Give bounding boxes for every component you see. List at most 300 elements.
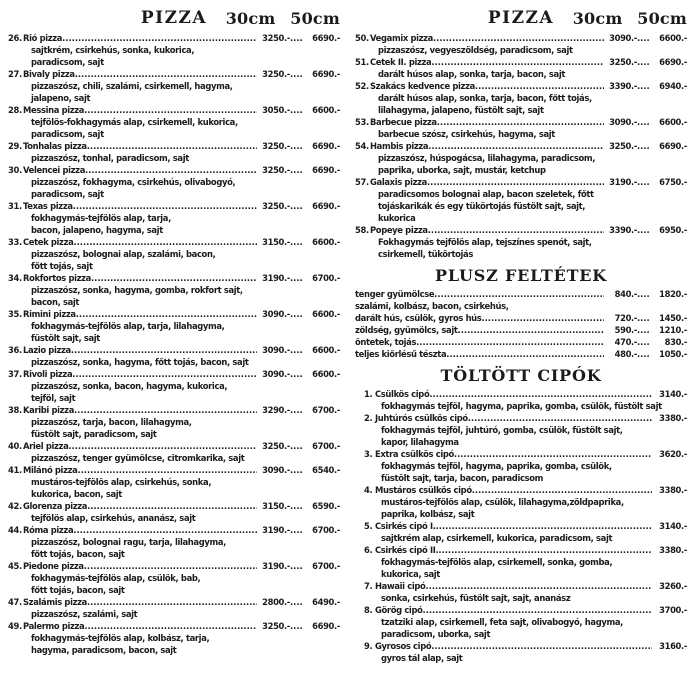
price-50cm: 6940.- xyxy=(659,81,687,91)
item-name: Palermo pizza xyxy=(23,621,85,631)
menu-item xyxy=(8,344,340,368)
dotted-leader xyxy=(75,68,257,80)
item-line xyxy=(355,56,687,68)
dotted-leader xyxy=(446,348,604,360)
menu-item xyxy=(8,272,340,308)
price-50cm: 1210.- xyxy=(659,325,687,335)
item-number: 36. xyxy=(8,345,22,355)
item-description: lilahagyma, jalapeno, füstölt sajt, sajt xyxy=(378,105,544,115)
dotted-leader xyxy=(290,104,303,116)
menu-item xyxy=(8,500,340,524)
item-line xyxy=(355,348,687,360)
price-50cm: 6950.- xyxy=(659,225,687,235)
price-50cm: 6690.- xyxy=(312,621,340,631)
item-line xyxy=(8,500,340,512)
item-description: fokhagymás-tejfölös alap, csirkemell, sonka, gomba, xyxy=(381,557,613,567)
item-description: Fokhagymás tejfölös alap, tejszínes spenót, sajt, xyxy=(378,237,592,247)
item-description: sonka, csirkehús, füstölt sajt, sajt, ananász xyxy=(381,593,571,603)
price-50cm: 6700.- xyxy=(312,273,340,283)
item-line xyxy=(355,288,687,300)
item-line xyxy=(8,272,340,284)
menu-item xyxy=(8,620,340,656)
item-name: Ariel pizza xyxy=(23,441,69,451)
size-columns xyxy=(573,9,687,29)
item-name: Gyrosos cipó xyxy=(375,641,432,651)
price-30cm: 3090.- xyxy=(262,465,290,475)
menu-item xyxy=(355,140,687,176)
price-50cm: 830.- xyxy=(664,337,687,347)
dotted-leader xyxy=(481,312,604,324)
item-number: 30. xyxy=(8,165,22,175)
item-line xyxy=(364,448,687,460)
dotted-leader xyxy=(475,80,604,92)
item-number: 33. xyxy=(8,237,22,247)
item-line xyxy=(8,464,340,476)
item-description: fokhagymás-tejfölös alap, tarja, lilahagyma, xyxy=(31,321,225,331)
item-description: fokhagymás-tejfölös alap, tarja, xyxy=(31,213,171,223)
item-number: 3. xyxy=(364,449,373,459)
item-description: paradicsom, uborka, sajt xyxy=(381,629,491,639)
item-number: 9. xyxy=(364,641,373,651)
price-30cm: 3090.- xyxy=(609,33,637,43)
item-description: pizzaszósz, sonka, bacon, hagyma, kukorica, xyxy=(31,381,228,391)
dotted-leader xyxy=(290,140,303,152)
item-name: Csirkés cipó II. xyxy=(375,545,439,555)
price-50cm: 6690.- xyxy=(312,33,340,43)
menu-item xyxy=(364,412,687,448)
pizza-list-right xyxy=(355,32,687,260)
item-line xyxy=(355,32,687,44)
price-50cm: 6600.- xyxy=(312,309,340,319)
item-description: sajtkrém alap, csirkemell, kukorica, paradicsom, sajt xyxy=(381,533,613,543)
menu-item xyxy=(355,224,687,260)
dotted-leader xyxy=(454,448,652,460)
size-columns xyxy=(226,9,340,29)
price-30cm: 3290.- xyxy=(262,405,290,415)
item-name: Cetek pizza xyxy=(23,237,74,247)
item-name: Rió pizza xyxy=(23,33,63,43)
price-50cm: 6700.- xyxy=(312,405,340,415)
menu-item xyxy=(8,560,340,596)
item-name: Vegamix pizza xyxy=(370,33,433,43)
item-line xyxy=(8,200,340,212)
menu-item xyxy=(8,404,340,440)
item-name: szalámi, kolbász, bacon, csirkehús, xyxy=(355,301,509,311)
item-description: gyros tál alap, sajt xyxy=(381,653,463,663)
item-line xyxy=(8,104,340,116)
item-name: öntetek, tojás xyxy=(355,337,417,347)
dotted-leader xyxy=(427,176,604,188)
item-price: 3380.- xyxy=(659,545,687,555)
dotted-leader xyxy=(416,336,604,348)
item-description: tzatziki alap, csirkemell, feta sajt, olivabogyó, hagyma, xyxy=(381,617,623,627)
item-number: 51. xyxy=(355,57,369,67)
item-number: 26. xyxy=(8,33,22,43)
item-line xyxy=(364,520,687,532)
dotted-leader xyxy=(87,500,257,512)
item-name: Hawaii cipó xyxy=(375,581,426,591)
dotted-leader xyxy=(437,116,604,128)
item-name: Juhtúrós csülkös cipó xyxy=(375,413,468,423)
item-number: 47. xyxy=(8,597,22,607)
dotted-leader xyxy=(637,140,650,152)
dotted-leader xyxy=(290,68,303,80)
item-number: 52. xyxy=(355,81,369,91)
dotted-leader xyxy=(84,104,257,116)
price-50cm: 1450.- xyxy=(659,313,687,323)
item-description: sajtkrém, csirkehús, sonka, kukorica, xyxy=(31,45,195,55)
item-line xyxy=(364,544,687,556)
item-line xyxy=(355,80,687,92)
item-number: 34. xyxy=(8,273,22,283)
item-description: bacon, jalapeno, hagyma, sajt xyxy=(31,225,163,235)
item-line xyxy=(364,412,687,424)
dotted-leader xyxy=(73,524,257,536)
price-50cm: 6690.- xyxy=(312,201,340,211)
item-description: paprika, uborka, sajt, mustár, ketchup xyxy=(378,165,546,175)
dotted-leader xyxy=(87,596,257,608)
item-price: 3620.- xyxy=(659,449,687,459)
price-30cm: 3190.- xyxy=(262,561,290,571)
pizza-list-left xyxy=(8,32,340,656)
menu-item xyxy=(8,440,340,464)
item-number: 35. xyxy=(8,309,22,319)
item-name: darált hús, csülök, gyros hús xyxy=(355,313,482,323)
dotted-leader xyxy=(290,164,303,176)
menu-item xyxy=(364,448,687,484)
item-description: jalapeno, sajt xyxy=(31,93,91,103)
dotted-leader xyxy=(290,32,303,44)
dotted-leader xyxy=(637,324,650,336)
dotted-leader xyxy=(72,368,257,380)
menu-item xyxy=(355,288,687,300)
item-price: 3260.- xyxy=(659,581,687,591)
menu-item xyxy=(8,32,340,68)
dotted-leader xyxy=(77,464,257,476)
item-line xyxy=(8,236,340,248)
pizza-heading: PIZZA xyxy=(487,8,555,28)
item-name: Popeye pizza xyxy=(370,225,428,235)
pizza-heading: PIZZA xyxy=(140,8,208,28)
dotted-leader xyxy=(290,200,303,212)
item-description: pizzaszósz, fokhagyma, csirkehús, olivabogyó, xyxy=(31,177,236,187)
item-number: 37. xyxy=(8,369,22,379)
item-name: Csülkös cipó xyxy=(375,389,430,399)
item-description: pizzaszósz, vegyeszöldség, paradicsom, sajt xyxy=(378,45,573,55)
item-name: Texas pizza xyxy=(23,201,73,211)
item-description: tejföl, sajt xyxy=(31,393,76,403)
dotted-leader xyxy=(637,312,650,324)
item-line xyxy=(364,640,687,652)
item-description: mustáros-tejfölös alap, csülök, lilahagyma,zöldpaprika, xyxy=(381,497,624,507)
item-description: bacon, sajt xyxy=(31,297,80,307)
menu-item xyxy=(8,236,340,272)
price-50cm: 6700.- xyxy=(312,441,340,451)
item-line xyxy=(355,224,687,236)
item-description: fokhagymás tejföl, hagyma, paprika, gomba, csülök, füstölt sajt xyxy=(381,401,662,411)
item-name: Görög cipó xyxy=(375,605,423,615)
price-50cm: 6690.- xyxy=(312,165,340,175)
item-price: 3140.- xyxy=(659,521,687,531)
item-line xyxy=(8,164,340,176)
dotted-leader xyxy=(637,288,650,300)
item-number: 58. xyxy=(355,225,369,235)
item-description: pizzaszósz, bolognai alap, szalámi, bacon, xyxy=(31,249,216,259)
item-name: Rivoli pizza xyxy=(23,369,73,379)
price-50cm: 1820.- xyxy=(659,289,687,299)
price-30cm: 3250.- xyxy=(609,141,637,151)
menu-item xyxy=(355,32,687,56)
item-description: tojáskarikák és egy tükörtojás füstölt sajt, sajt, xyxy=(378,201,586,211)
price-30cm: 3250.- xyxy=(262,621,290,631)
price-30cm: 3150.- xyxy=(262,501,290,511)
item-number: 53. xyxy=(355,117,369,127)
price-30cm: 3150.- xyxy=(262,237,290,247)
item-name: Rokfortos pizza xyxy=(23,273,91,283)
item-description: kukorica xyxy=(378,213,416,223)
menu-item xyxy=(8,200,340,236)
dotted-leader xyxy=(85,164,257,176)
item-name: teljes kiőrlésű tészta xyxy=(355,349,447,359)
dotted-leader xyxy=(431,640,652,652)
price-50cm: 6700.- xyxy=(312,525,340,535)
price-30cm: 3090.- xyxy=(262,345,290,355)
dotted-leader xyxy=(73,200,257,212)
dotted-leader xyxy=(68,440,257,452)
item-number: 28. xyxy=(8,105,22,115)
price-30cm: 2800.- xyxy=(262,597,290,607)
price-30cm: 3090.- xyxy=(262,309,290,319)
item-description: főtt tojás, bacon, sajt xyxy=(31,585,125,595)
item-name: zöldség, gyümölcs, sajt xyxy=(355,325,458,335)
menu-item xyxy=(355,336,687,348)
price-30cm: 3090.- xyxy=(609,117,637,127)
dotted-leader xyxy=(436,520,652,532)
item-name: Bivaly pizza xyxy=(23,69,75,79)
item-description: füstölt sajt, paradicsom, sajt xyxy=(31,429,157,439)
dotted-leader xyxy=(428,224,604,236)
cipok-list xyxy=(355,388,687,664)
item-line xyxy=(8,524,340,536)
menu-item xyxy=(364,520,687,544)
item-description: fokhagymás-tejfölös alap, kolbász, tarja, xyxy=(31,633,210,643)
left-column xyxy=(8,8,340,664)
item-number: 2. xyxy=(364,413,373,423)
item-line xyxy=(8,560,340,572)
item-price: 3140.- xyxy=(659,389,687,399)
price-30cm: 590.- xyxy=(614,325,637,335)
item-number: 29. xyxy=(8,141,22,151)
dotted-leader xyxy=(76,308,257,320)
price-30cm: 3250.- xyxy=(262,441,290,451)
dotted-leader xyxy=(428,140,604,152)
item-line xyxy=(355,324,687,336)
price-30cm: 3190.- xyxy=(609,177,637,187)
item-description: pizzaszósz, tenger gyümölcse, citromkarika, sajt xyxy=(31,453,245,463)
dotted-leader xyxy=(290,464,303,476)
item-description: paradicsomos bolognai alap, bacon szeletek, főtt xyxy=(378,189,594,199)
item-line xyxy=(355,312,687,324)
item-description: kapor, lilahagyma xyxy=(381,437,459,447)
item-number: 27. xyxy=(8,69,22,79)
item-name: Extra csülkös cipó xyxy=(375,449,454,459)
item-line xyxy=(364,484,687,496)
item-description: pizzaszósz, szalámi, sajt xyxy=(31,609,138,619)
dotted-leader xyxy=(84,560,257,572)
item-name: Szalámis pizza xyxy=(23,597,87,607)
price-30cm: 3250.- xyxy=(609,57,637,67)
price-50cm: 6490.- xyxy=(312,597,340,607)
right-column-header xyxy=(355,8,687,30)
dotted-leader xyxy=(637,336,650,348)
item-line xyxy=(355,300,687,312)
item-description: darált húsos alap, sonka, tarja, bacon, sajt xyxy=(378,69,566,79)
item-price: 3700.- xyxy=(659,605,687,615)
item-name: Cetek II. pizza xyxy=(370,57,432,67)
menu-item xyxy=(8,140,340,164)
item-name: Galaxis pizza xyxy=(370,177,427,187)
item-description: pizzaszósz, tonhal, paradicsom, sajt xyxy=(31,153,189,163)
item-name: Rimini pizza xyxy=(23,309,76,319)
item-description: főtt tojás, sajt xyxy=(31,261,93,271)
item-description: hagyma, paradicsom, bacon, sajt xyxy=(31,645,177,655)
item-description: főtt tojás, bacon, sajt xyxy=(31,549,125,559)
dotted-leader xyxy=(637,176,650,188)
item-price: 3380.- xyxy=(659,485,687,495)
price-30cm: 3250.- xyxy=(262,69,290,79)
item-name: Mustáros csülkös cipó xyxy=(375,485,472,495)
price-30cm: 3250.- xyxy=(262,165,290,175)
item-price: 3380.- xyxy=(659,413,687,423)
item-name: Hambis pizza xyxy=(370,141,429,151)
price-50cm: 6600.- xyxy=(659,117,687,127)
menu-item xyxy=(364,544,687,580)
dotted-leader xyxy=(458,324,604,336)
item-description: pizzaszósz, sonka, hagyma, gomba, rokfort sajt, xyxy=(31,285,243,295)
item-description: barbecue szósz, csirkehús, hagyma, sajt xyxy=(378,129,555,139)
size-50cm-label: 50cm xyxy=(290,9,340,28)
item-name: tenger gyümölcse xyxy=(355,289,435,299)
dotted-leader xyxy=(290,308,303,320)
item-name: Glorenza pizza xyxy=(23,501,88,511)
price-50cm: 6750.- xyxy=(659,177,687,187)
item-price: 3160.- xyxy=(659,641,687,651)
dotted-leader xyxy=(637,32,650,44)
item-number: 40. xyxy=(8,441,22,451)
item-description: kukorica, bacon, sajt xyxy=(31,489,122,499)
item-description: pizzaszósz, sonka, hagyma, főtt tojás, bacon, sajt xyxy=(31,357,249,367)
menu-item xyxy=(8,308,340,344)
dotted-leader xyxy=(71,344,257,356)
item-line xyxy=(8,308,340,320)
item-description: fokhagymás tejföl, juhtúró, gomba, csülök, füstölt sajt, xyxy=(381,425,623,435)
dotted-leader xyxy=(74,404,257,416)
item-name: Róma pizza xyxy=(23,525,74,535)
item-description: paradicsom, sajt xyxy=(31,57,104,67)
item-number: 45. xyxy=(8,561,22,571)
menu-item xyxy=(8,104,340,140)
item-description: kukorica, sajt xyxy=(381,569,440,579)
item-line xyxy=(8,68,340,80)
price-50cm: 1050.- xyxy=(659,349,687,359)
dotted-leader xyxy=(91,272,257,284)
price-30cm: 480.- xyxy=(614,349,637,359)
price-50cm: 6700.- xyxy=(312,561,340,571)
toltott-cipok-heading: TÖLTÖTT CIPÓK xyxy=(440,366,602,385)
item-number: 50. xyxy=(355,33,369,43)
item-description: tejfölös-fokhagymás alap, csirkemell, kukorica, xyxy=(31,117,238,127)
item-description: füstölt sajt, sajt xyxy=(31,333,100,343)
price-30cm: 720.- xyxy=(614,313,637,323)
item-line xyxy=(8,596,340,608)
menu-item xyxy=(8,68,340,104)
item-line xyxy=(364,388,687,400)
item-description: fokhagymás-tejfölös alap, csülök, bab, xyxy=(31,573,201,583)
menu-item xyxy=(364,580,687,604)
menu-item xyxy=(355,324,687,336)
item-number: 38. xyxy=(8,405,22,415)
item-name: Lazio pizza xyxy=(23,345,71,355)
price-50cm: 6600.- xyxy=(659,33,687,43)
menu-item xyxy=(364,388,687,412)
price-30cm: 3090.- xyxy=(262,369,290,379)
item-description: pizzaszósz, bolognai ragu, tarja, lilahagyma, xyxy=(31,537,226,547)
item-line xyxy=(364,580,687,592)
dotted-leader xyxy=(62,32,257,44)
size-50cm-label: 50cm xyxy=(637,9,687,28)
menu-item xyxy=(355,56,687,80)
item-line xyxy=(8,32,340,44)
dotted-leader xyxy=(438,544,652,556)
dotted-leader xyxy=(290,440,303,452)
item-number: 54. xyxy=(355,141,369,151)
menu-item xyxy=(355,300,687,312)
dotted-leader xyxy=(87,140,257,152)
price-50cm: 6690.- xyxy=(312,69,340,79)
menu-item xyxy=(355,348,687,360)
item-name: Karibi pizza xyxy=(23,405,74,415)
item-number: 31. xyxy=(8,201,22,211)
item-description: pizzaszósz, tarja, bacon, lilahagyma, xyxy=(31,417,192,427)
item-number: 57. xyxy=(355,177,369,187)
dotted-leader xyxy=(290,368,303,380)
item-number: 8. xyxy=(364,605,373,615)
dotted-leader xyxy=(637,116,650,128)
item-number: 6. xyxy=(364,545,373,555)
item-line xyxy=(355,140,687,152)
dotted-leader xyxy=(290,620,303,632)
menu-item xyxy=(355,80,687,116)
price-50cm: 6690.- xyxy=(312,141,340,151)
dotted-leader xyxy=(468,412,652,424)
price-50cm: 6540.- xyxy=(312,465,340,475)
price-50cm: 6600.- xyxy=(312,105,340,115)
dotted-leader xyxy=(290,272,303,284)
item-line xyxy=(355,176,687,188)
dotted-leader xyxy=(290,236,303,248)
dotted-leader xyxy=(425,580,652,592)
item-line xyxy=(8,620,340,632)
price-30cm: 3250.- xyxy=(262,201,290,211)
menu-item xyxy=(364,604,687,640)
item-line xyxy=(364,604,687,616)
item-line xyxy=(8,344,340,356)
dotted-leader xyxy=(637,56,650,68)
price-50cm: 6600.- xyxy=(312,237,340,247)
dotted-leader xyxy=(472,484,652,496)
menu-item xyxy=(355,312,687,324)
dotted-leader xyxy=(290,404,303,416)
